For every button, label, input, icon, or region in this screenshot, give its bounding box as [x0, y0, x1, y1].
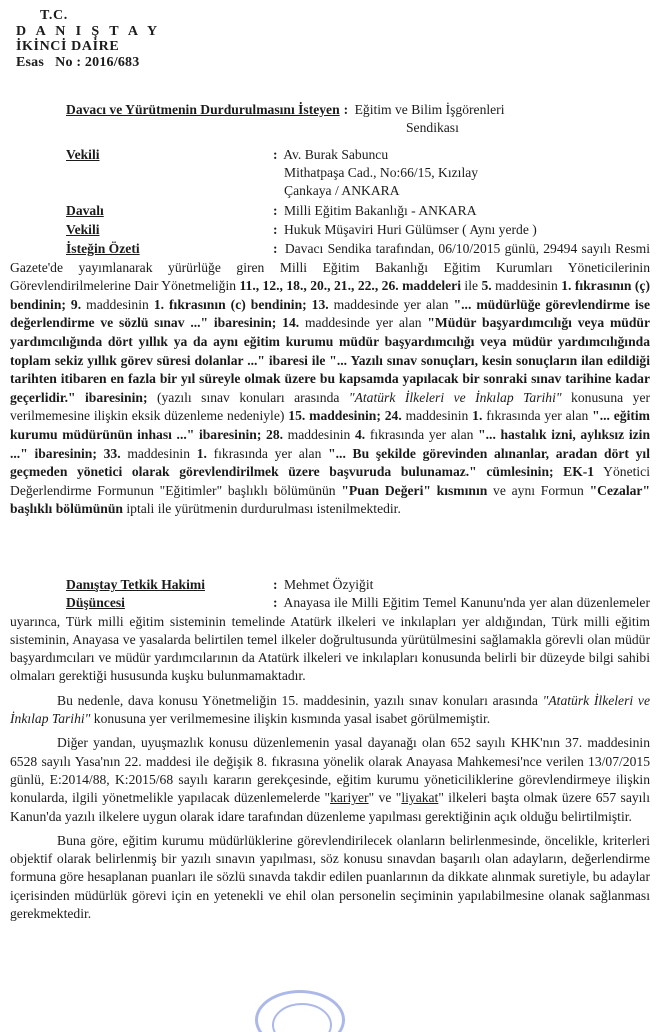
vekili-row: Vekili : Av. Burak Sabuncu: [66, 146, 650, 164]
esas-no: No : 2016/683: [55, 54, 140, 70]
vekili-address-1: Mithatpaşa Cad., No:66/15, Kızılay: [284, 164, 479, 180]
republic-label: T.C.: [40, 8, 68, 23]
davali-vekili-value: Hukuk Müşaviri Huri Gülümser ( Aynı yerde ): [283, 221, 537, 237]
esas-label: Esas: [16, 54, 45, 70]
case-number: [16, 55, 161, 71]
document-header: [16, 8, 161, 70]
parties-block: [66, 101, 650, 239]
chamber-name: İKİNCİ DAİRE: [16, 39, 120, 54]
court-name: D A N I Ş T A Y: [16, 23, 161, 39]
hakim-label: Danıştay Tetkik Hakimi: [66, 577, 205, 592]
davaci-row: Davacı ve Yürütmenin Durdurulmasını İsteyen : Eğitim ve Bilim İşgörenleri: [66, 101, 650, 119]
request-summary: İsteğin Özeti : Davacı Sendika tarafından, 06/10/2015 günlü, 29494 sayılı Resmi Gazete'de yayımlanarak yürürlüğe giren Milli Eğitim Bakanlığı Eğitim Kurumları Yöneticilerinin Görevlendirilmelerine Dair Yönetmeliğin 11., 12., 18., 20., 21., 22., 26. maddeleri ile 5. maddesinin 1. fıkrasının (ç) bendinin; 9. maddesinin 1. fıkrasının (c) bendinin; 13. maddesinde yer alan "... müdürlüğe görevlendirme ise değerlendirme ve sözlü sınav ..." ibaresinin; 14. maddesinde yer alan "Müdür başyardımcılığı veya müdür yardımcılığında dört yıllık ya da aynı eğitim kurumu müdür başyardımcılığı veya müdür yardımcılığında toplam sekiz yıllık görev süresi dolanlar ..." ibaresi ile "... Yazılı sınav sonuçları, kesin sonuçların ilan edildiği tarihten itibaren en fazla bir yıl süreyle olmak üzere bu kapsamda yapılacak bir sonraki sınav tarihine kadar geçerlidir." ibaresinin; (yazılı sınav konuları arasında "Atatürk İlkeleri ve İnkılap Tarihi" konusuna yer verilmemesine ilişkin eksik düzenleme nedeniyle) 15. maddesinin; 24. maddesinin 1. fıkrasında yer alan "... eğitim kurumu müdürünün inhası ..." ibaresinin; 28. maddesinin 4. fıkrasında yer alan "... hastalık izni, aylıksız izin ..." ibaresinin; 33. maddesinin 1. fıkrasında yer alan "... Bu şekilde görevinden alınanlar, aradan dört yıl geçmeden yönetici olarak görevlendirilmek üzere başvuruda bulunamaz." cümlesinin; EK-1 Yönetici Değerlendirme Formunun "Eğitimler" başlıklı bölümünün "Puan Değeri" kısmının ve aynı Formun "Cezalar" başlıklı bölümünün iptali ile yürütmenin durdurulması istenilmektedir.: [10, 241, 650, 517]
opinion-paragraph-2: Bu nedenle, dava konusu Yönetmeliğin 15. maddesinin, yazılı sınav konuları arasında "Atatürk İlkeleri ve İnkılap Tarihi" konusuna yer verilmemesine ilişkin kısmında yasal isabet görülmemiştir.: [10, 692, 650, 727]
davali-vekili-label: Vekili: [66, 221, 100, 237]
opinion-paragraph-4: Buna göre, eğitim kurumu müdürlüklerine görevlendirilecek olanların belirlenmesinde, öncelikle, kriterleri objektif olarak belirlenmiş bir yazılı sınavın yapılması, söz konusu sınavdan başarılı olan adayların, değerlendirme formuna göre hesaplanan puanları ile sözlü sınavda takdir edilen puanlarının da dikkate alınmak suretiyle, bu adaylar içerisinden müdürlük görevi için en yetenekli ve ehil olan personelin seçiminin yapılabilmesine olanak sağlanması gerekmektedir.: [10, 832, 650, 922]
davali-value: Milli Eğitim Bakanlığı - ANKARA: [283, 203, 477, 219]
official-seal-stamp: [255, 990, 345, 1032]
davaci-value: Eğitim ve Bilim İşgörenleri: [354, 102, 505, 117]
opinion-paragraph-3: Diğer yandan, uyuşmazlık konusu düzenlemenin yasal dayanağı olan 652 sayılı KHK'nın 37. maddesinin 6528 sayılı Yasa'nın 22. maddesi ile değişik 8. fıkrasına yönelik olarak Anayasa Mahkemesi'nce verilen 13/07/2015 günlü, E:2014/88, K:2015/68 sayılı kararın gerekçesinde, eğitim kurumu yöneticiliklerine görevlendirmeye ilişkin konularda, ilgili yönetmelikle yapılacak düzenlemelerde "kariyer" ve "liyakat" ilkeleri başta olmak üzere 657 sayılı Kanun'da yazılı ilkelere uygun olarak idare tarafından düzenleme yapılması gerektiğinin açık olduğu belirtilmiştir.: [10, 735, 650, 824]
hakim-value: Mehmet Özyiğit: [283, 577, 374, 592]
davali-label: Davalı: [66, 203, 104, 219]
vekili-value: Av. Burak Sabuncu: [283, 146, 389, 162]
istem-label: İsteğin Özeti: [66, 241, 140, 256]
davali-row: Davalı : Milli Eğitim Bakanlığı - ANKARA: [66, 202, 650, 220]
rapporteur-block: Danıştay Tetkik Hakimi : Mehmet Özyiğit Düşüncesi : Anayasa ile Milli Eğitim Temel Kanunu'nda yer alan düzenlemeler uyarınca, Türk milli eğitim sisteminin temelinde Atatürk ilkeleri ve inkılapları yer aldığından, Türk milli eğitim sisteminin, Anayasa ve yasalarda belirtilen temel ilkeler doğrultusunda yürütülmesini sağlamakla görevli olan müdür başyardımcıları ve müdür yardımcılarının da Atatürk ilkeleri ve inkılapları konusunda belirli bir düzeyde bilgi sahibi olmaları gerektiği hususunda kuşku bulunmamaktadır. Bu nedenle, dava konusu Yönetmeliğin 15. maddesinin, yazılı sınav konuları arasında "Atatürk İlkeleri ve İnkılap Tarihi" konusuna yer verilmemesine ilişkin kısmında yasal isabet görülmemiştir. Diğer yandan, uyuşmazlık konusu düzenlemenin yasal dayanağı olan 652 sayılı KHK'nın 37. maddesinin 6528 sayılı Yasa'nın 22. maddesi ile değişik 8. fıkrasına yönelik olarak Anayasa Mahkemesi'nce verilen 13/07/2015 günlü, E:2014/88, K:2015/68 sayılı kararın gerekçesinde, eğitim kurumu yöneticiliklerine görevlendirmeye ilişkin konularda, ilgili yönetmelikle yapılacak düzenlemelerde "kariyer" ve "liyakat" ilkeleri başta olmak üzere 657 sayılı Kanun'da yazılı ilkelere uygun olarak idare tarafından düzenleme yapılması gerektiğinin açık olduğu belirtilmiştir. Buna göre, eğitim kurumu müdürlüklerine görevlendirilecek olanların belirlenmesinde, öncelikle, kriterleri objektif olarak belirlenmiş bir yazılı sınavın yapılması, söz konusu sınavdan başarılı olan adayların, değerlendirme formuna göre hesaplanan puanları ile sözlü sınavda takdir edilen puanlarının da dikkate alınmak suretiyle, bu adaylar içerisinden müdürlük görevi için en yetenekli ve ehil olan personelin seçiminin yapılabilmesine olanak sağlanması gerekmektedir.: [10, 576, 650, 923]
davaci-value-2: Sendikası: [406, 120, 459, 136]
davaci-label: Davacı ve Yürütmenin Durdurulmasını İsteyen: [66, 102, 340, 117]
davali-vekili-row: Vekili : Hukuk Müşaviri Huri Gülümser ( Aynı yerde ): [66, 221, 650, 239]
vekili-address-2: Çankaya / ANKARA: [284, 183, 400, 199]
dusunce-label: Düşüncesi: [66, 595, 125, 611]
vekili-label: Vekili: [66, 146, 100, 162]
opinion-paragraph-1: Düşüncesi : Anayasa ile Milli Eğitim Temel Kanunu'nda yer alan düzenlemeler uyarınca, Türk milli eğitim sisteminin temelinde Atatürk ilkeleri ve inkılapları yer aldığından, Türk milli eğitim sisteminin, Anayasa ve yasalarda belirtilen temel ilkeler doğrultusunda yürütülmesini sağlamakla görevli olan müdür başyardımcıları ve müdür yardımcılarının da Atatürk ilkeleri ve inkılapları konusunda belirli bir düzeyde bilgi sahibi olmaları gerektiği hususunda kuşku bulunmamaktadır.: [10, 595, 650, 684]
